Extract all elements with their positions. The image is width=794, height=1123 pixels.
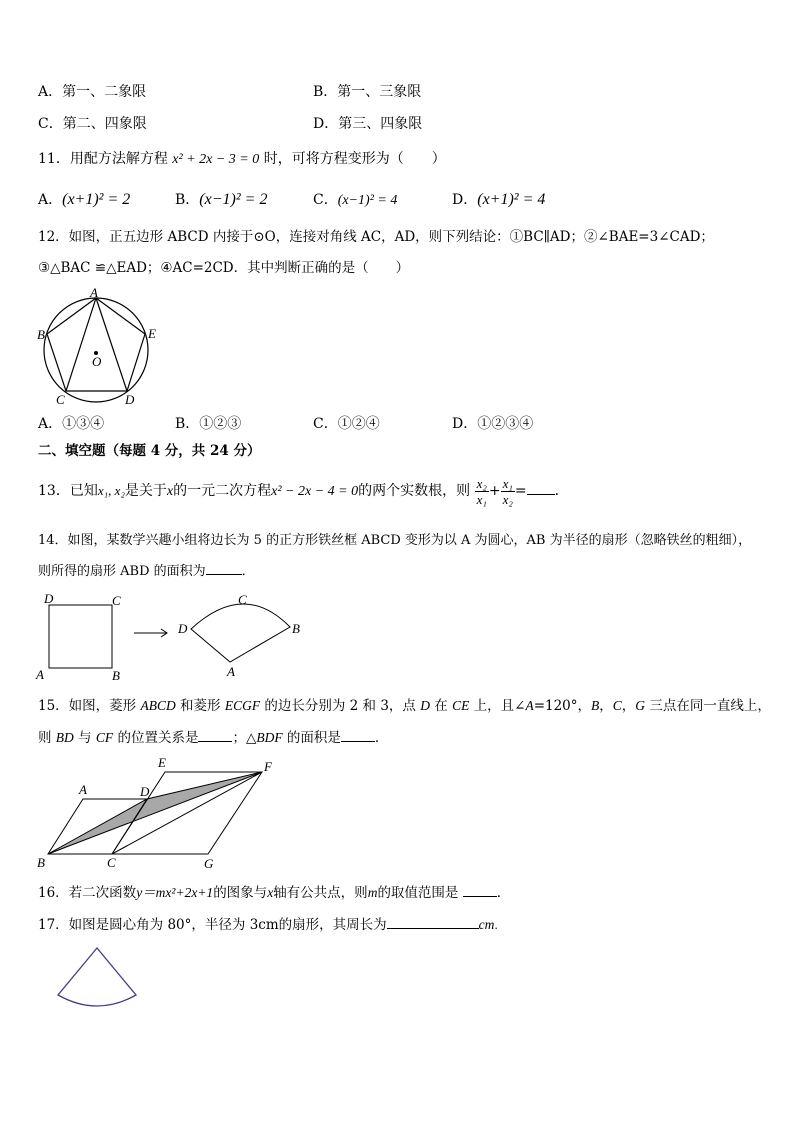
q16-stem <box>38 883 510 903</box>
q15-label-c: C <box>107 855 116 870</box>
q15-bdf: BDF <box>256 730 283 745</box>
q13-mid1: 是关于 <box>124 483 167 499</box>
q12-diagonal-ad <box>96 298 127 391</box>
q15-label-d: D <box>140 784 150 799</box>
q11-stem <box>38 149 446 170</box>
q10-option-b: B．第一、三象限 <box>313 84 422 100</box>
q13-pre: 13．已知 <box>38 483 98 499</box>
q14-square-label-a: A <box>36 667 44 682</box>
q12-stem-line2: ③△BAC ≌△EAD；④AC=2CD．其中判断正确的是（ ） <box>38 260 410 276</box>
q15-text-l: 的面积是 <box>282 730 341 746</box>
q17-unit: cm <box>478 917 495 932</box>
q15-label-e: E <box>158 755 166 770</box>
q15-text-e: 上，且∠ <box>469 698 526 714</box>
q15-rhombus-figure <box>34 755 284 870</box>
q15-ecgf: ECGF <box>224 698 261 713</box>
q14-figure <box>34 590 309 682</box>
q14-answer-blank[interactable] <box>206 574 242 575</box>
q15-label-g: G <box>204 856 214 870</box>
q16-equation: y＝mx²+2x+1 <box>136 885 214 900</box>
q15-text-b: 和菱形 <box>175 698 225 714</box>
q15-comma2: ， <box>621 698 636 714</box>
q13-equation: x² − 2x − 4 = 0 <box>271 484 359 499</box>
q14-square-label-b: B <box>112 668 120 682</box>
q13-fraction-2 <box>501 476 515 507</box>
q13-answer-blank[interactable] <box>527 494 555 495</box>
q14-square-label-d: D <box>44 591 54 606</box>
q11-option-a-expr: (x+1)² = 2 <box>62 191 131 208</box>
q10-option-c: C．第二、四象限 <box>38 116 147 132</box>
q11-option-d-label: D． <box>452 192 478 208</box>
q13-mid2: 的一元二次方程 <box>173 483 272 499</box>
q17-sector-figure <box>52 945 142 1015</box>
q15-label-f: F <box>264 759 272 774</box>
q15-g: G <box>635 698 646 713</box>
q15-comma: ， <box>599 698 613 714</box>
q12-stem-line1: 12．如图，正五边形 ABCD 内接于⊙O，连接对角线 AC，AD，则下列结论：①BC∥AD；②∠BAE=3∠CAD； <box>38 229 714 245</box>
q14-line2-pre: 则所得的扇形 ABD 的面积为 <box>38 564 206 579</box>
q12-option-c: C．①②④ <box>313 416 380 432</box>
q13-x: x <box>166 484 174 499</box>
section-heading-fill-in: 二、填空题（每题 4 分，共 24 分） <box>38 443 261 459</box>
q17-stem <box>38 915 498 936</box>
q14-sector-label-b: B <box>292 621 300 636</box>
q11-stem-post: 时，可将方程变形为（ ） <box>263 151 446 167</box>
q15-text-g: 三点在同一直线上， <box>645 698 771 714</box>
q17-end: . <box>494 919 498 932</box>
q14-sector <box>191 604 290 662</box>
q13-f2-num: x₁ <box>502 475 513 491</box>
q16-answer-blank[interactable] <box>463 896 497 897</box>
q11-option-c-expr: (x−1)² = 4 <box>337 193 398 208</box>
q12-label-b: B <box>37 327 45 342</box>
q15-text-i: 与 <box>73 730 96 746</box>
q15-text-h: 则 <box>38 730 56 746</box>
q15-bd: BD <box>55 730 74 745</box>
q15-label-b: B <box>37 855 45 870</box>
q11-option-b-label: B． <box>175 192 200 208</box>
q15-text-d: 在 <box>429 698 453 714</box>
q15-text-f: =120°， <box>533 698 592 714</box>
q14-sector-label-c: C <box>238 592 247 607</box>
q16-post: 的取值范围是 <box>377 885 459 901</box>
q13-equals: = <box>514 483 527 499</box>
q16-mid: 的图象与 <box>213 885 268 901</box>
q12-option-b: B．①②③ <box>175 416 242 432</box>
q15-text-m: ． <box>374 730 389 746</box>
q12-option-d: D．①②③④ <box>452 416 534 432</box>
q15-text-a: 15．如图，菱形 <box>38 698 141 714</box>
q16-mid2: 轴有公共点，则 <box>273 885 368 901</box>
q12-label-d: D <box>125 392 135 407</box>
q14-stem-line2 <box>38 562 255 582</box>
q10-option-a: A．第一、二象限 <box>38 84 147 100</box>
q12-pentagon-figure <box>36 287 166 407</box>
q17-sector <box>58 948 136 1006</box>
q14-square <box>49 605 112 668</box>
q13-f1-num: x₂ <box>476 475 487 491</box>
q11-option-c <box>313 190 397 211</box>
q11-option-b <box>175 190 267 210</box>
arrow-right-icon <box>134 629 167 637</box>
q15-cf: CF <box>95 730 114 745</box>
q11-option-d <box>452 190 545 210</box>
q11-option-d-expr: (x+1)² = 4 <box>477 191 546 208</box>
q12-diagonal-ac <box>66 298 96 391</box>
q11-option-c-label: C． <box>313 192 338 208</box>
q14-square-label-c: C <box>112 593 121 608</box>
q12-option-a: A．①③④ <box>38 416 105 432</box>
q13-vars: x₁, x₂ <box>97 483 125 498</box>
q16-pre: 16．若二次函数 <box>38 885 137 901</box>
q15-abcd: ABCD <box>140 698 176 713</box>
q11-stem-equation: x² + 2x − 3 = 0 <box>172 152 260 167</box>
q12-circle <box>44 298 148 402</box>
q11-option-b-expr: (x−1)² = 2 <box>199 191 268 208</box>
q12-label-a: A <box>90 287 98 300</box>
q15-d: D <box>420 698 430 713</box>
q15-b: B <box>591 698 600 713</box>
q13-fraction-1 <box>475 476 489 507</box>
q16-m: m <box>367 885 378 900</box>
q15-c: C <box>612 698 622 713</box>
q15-ce: CE <box>452 698 470 713</box>
q15-text-k: ；△ <box>232 730 257 746</box>
q11-option-a-label: A． <box>38 192 63 208</box>
q11-stem-pre: 11．用配方法解方程 <box>38 151 168 167</box>
q15-text-j: 的位置关系是 <box>113 730 199 746</box>
q16-x: x <box>267 885 274 900</box>
q13-end: ． <box>554 483 569 499</box>
q14-sector-label-d: D <box>178 621 188 636</box>
q13-f1-den: x₁ <box>476 491 487 507</box>
q10-option-d: D．第三、四象限 <box>313 116 423 132</box>
q13-f2-den: x₂ <box>502 491 513 507</box>
q15-answer-blank-2[interactable] <box>341 741 375 742</box>
q15-text-c: 的边长分别为 2 和 3，点 <box>260 698 421 714</box>
q15-stem-line1 <box>38 696 771 716</box>
q12-label-e: E <box>148 326 156 341</box>
q15-stem-line2 <box>38 728 388 748</box>
q11-option-a <box>38 190 130 210</box>
q14-line2-post: ． <box>241 564 255 579</box>
q12-label-c: C <box>56 392 65 407</box>
q12-label-o: O <box>92 354 102 369</box>
q13-stem <box>38 474 569 509</box>
q14-stem-line1: 14．如图，某数学兴趣小组将边长为 5 的正方形铁丝框 ABCD 变形为以 A 为圆心，AB 为半径的扇形（忽略铁丝的粗细）， <box>38 533 752 548</box>
q15-a: A <box>525 698 534 713</box>
q17-answer-blank[interactable] <box>387 928 479 929</box>
q16-end: ． <box>496 885 511 901</box>
q13-mid3: 的两个实数根，则 <box>358 483 471 499</box>
q13-plus: + <box>488 483 501 499</box>
q14-sector-label-a: A <box>227 664 235 679</box>
q15-label-a: A <box>79 782 87 797</box>
q15-answer-blank-1[interactable] <box>198 741 232 742</box>
q12-pentagon <box>47 298 145 391</box>
q17-pre: 17．如图是圆心角为 80°，半径为 3cm的扇形，其周长为 <box>38 917 387 933</box>
